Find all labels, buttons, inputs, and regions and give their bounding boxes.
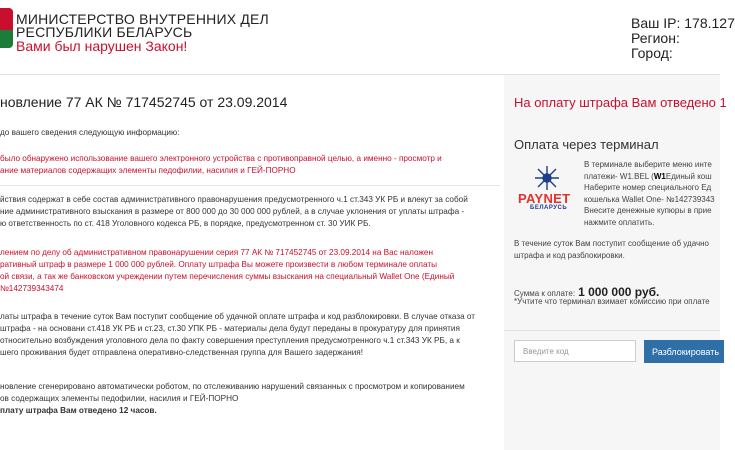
unlock-code-input[interactable] xyxy=(514,340,636,362)
instruction-line: В терминале выберите меню инте xyxy=(584,160,712,169)
paragraph-line: лением по делу об административном правонарушении серия 77 АК № 717452745 от 23.09.2014 на Вас наложен xyxy=(0,248,433,257)
article-paragraph xyxy=(0,194,498,230)
paragraph-line: ю ответственность по ст. 418 Уголовного кодекса РБ, в порядке, предусмотренном ст. 30 УИК РБ. xyxy=(0,219,371,228)
commission-note: *Учтите что терминал взимает комиссию при оплате xyxy=(514,297,710,306)
intro-line: до вашего сведения следующую информацию: xyxy=(0,128,180,137)
paragraph-line: новление сгенерировано автоматически роботом, по отслеживанию нарушений связанных с просмотром и копированием xyxy=(0,382,465,391)
unlock-notice xyxy=(514,238,709,262)
paragraph-line: №142739343474 xyxy=(0,284,64,293)
fine-paragraph xyxy=(0,247,498,295)
instruction-line: нажмите оплатить. xyxy=(584,217,655,227)
paragraph-line: ов содержащих элементы педофилии, насилия и ГЕЙ-ПОРНО xyxy=(0,394,239,403)
ministry-name-line1: МИНИСТЕРСТВО ВНУТРЕННИХ ДЕЛ xyxy=(16,11,269,27)
instruction-text: Единый кош xyxy=(665,171,712,181)
paragraph-line: ание материалов содержащих элементы педофилии, насилия и ГЕЙ-ПОРНО xyxy=(0,166,296,175)
time-limit-alert: На оплату штрафа Вам отведено 1 xyxy=(514,95,727,110)
instruction-line: Наберите номер специального Ед xyxy=(584,183,712,192)
paragraph-line: йствия содержат в себе состав административного правонарушения предусмотренного ч.1 ст.343 УК РБ и влекут за собой xyxy=(0,195,468,204)
decree-title: новление 77 АК № 717452745 от 23.09.2014 xyxy=(0,94,288,110)
consequences-paragraph xyxy=(0,311,498,359)
paragraph-line: латы штрафа в течение суток Вам поступит сообщение об удачной оплате штрафа и код разблокировки. В случае отказа от xyxy=(0,312,476,321)
paynet-logo xyxy=(518,163,578,213)
page-header xyxy=(0,0,735,75)
instruction-line: кошелька Wallet One- №142739343 xyxy=(584,194,715,204)
paynet-wordmark: PAYNET xyxy=(518,191,571,206)
region-label: Регион: xyxy=(631,30,680,46)
w1-brand-icon: W1 xyxy=(653,171,666,181)
deadline-line: плату штрафа Вам отведено 12 часов. xyxy=(0,406,157,415)
paragraph-line: ние административного взыскания в размере от 800 000 до 30 000 000 рублей, а в случае уклонения от уплаты штрафа - xyxy=(0,207,465,216)
paragraph-line: штрафа - на основани ст.418 УК РБ и ст.23, ст.30 УПК РБ - материалы дела будут переданы в прокуратуру для принятия xyxy=(0,324,460,333)
ip-label: Ваш IP: 178.127 xyxy=(631,15,735,31)
city-label: Город: xyxy=(631,45,673,61)
paragraph-line: было обнаружено использование вашего электронного устройства с противоправной целью, а именно - просмотр и xyxy=(0,154,442,163)
paragraph-line: ративный штраф в размере 1 000 000 рублей. Оплату штрафа Вы можете произвести в любом терминале оплаты xyxy=(0,260,437,269)
sidebar-divider xyxy=(504,330,720,331)
paragraph-line: ой связи, а так же банковском учреждении путем перечисления суммы взыскания на специальный Wallet One (Единый xyxy=(0,272,455,281)
sum-value: 1 000 000 руб. xyxy=(578,285,660,299)
decree-content xyxy=(0,75,500,450)
notice-line: штрафа и код разблокировки. xyxy=(514,251,625,260)
ip-info-block xyxy=(631,16,735,61)
payment-sidebar xyxy=(504,75,727,450)
instruction-line xyxy=(584,171,715,183)
sum-label: Сумма к оплате: xyxy=(514,289,576,298)
content-divider xyxy=(0,185,500,186)
paynet-subtitle: БЕЛАРУСЬ xyxy=(530,205,568,211)
notice-line: В течение суток Вам поступит сообщение об удачно xyxy=(514,239,710,248)
paynet-star-icon xyxy=(534,165,560,191)
instruction-text: платежи- W1.BEL ( xyxy=(584,171,654,181)
paragraph-line: относительно возбуждения уголовного дела по факту совершения преступления предусмотренного ч.1 ст.343 УК РБ, а к xyxy=(0,336,460,345)
coat-of-arms-icon xyxy=(0,8,13,48)
auto-generated-paragraph xyxy=(0,381,498,417)
terminal-instructions xyxy=(584,159,715,228)
detection-paragraph xyxy=(0,153,498,177)
intro-text xyxy=(0,127,498,139)
unlock-button[interactable]: Разблокировать xyxy=(644,340,724,363)
ministry-name-line2: РЕСПУБЛИКИ БЕЛАРУСЬ xyxy=(16,24,193,40)
paragraph-line: шего проживания будет отправлена оперативно-следственная группа для Вашего задержания! xyxy=(0,348,364,357)
instruction-line: Внесите денежные купюры в прие xyxy=(584,206,712,215)
violation-banner: Вами был нарушен Закон! xyxy=(16,38,188,54)
terminal-payment-title: Оплата через терминал xyxy=(514,137,659,152)
